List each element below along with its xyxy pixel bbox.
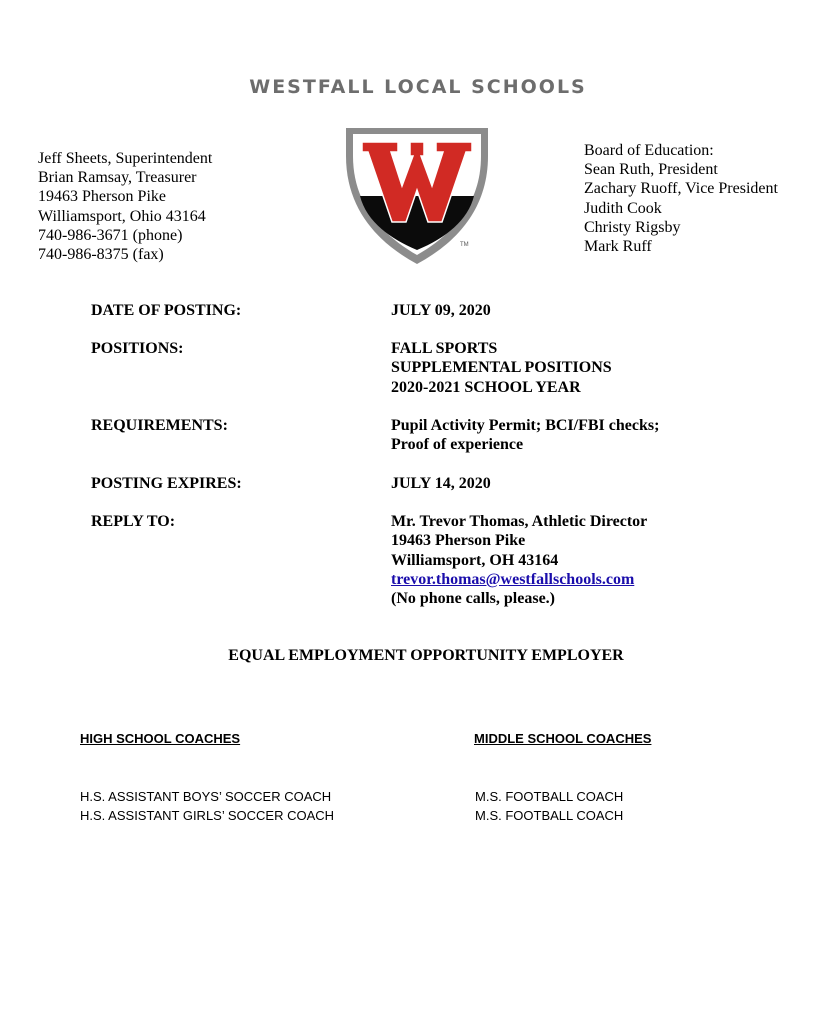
contact-line: Brian Ramsay, Treasurer: [38, 169, 197, 187]
posting-expires-label: POSTING EXPIRES:: [91, 475, 242, 492]
logo-trademark: TM: [460, 242, 469, 248]
requirements-line: Pupil Activity Permit; BCI/FBI checks;: [391, 417, 660, 434]
board-line: Board of Education:: [584, 142, 714, 159]
logo-shield-black: [360, 196, 474, 250]
board-of-education: [584, 141, 778, 256]
reply-to-label: REPLY TO:: [91, 513, 176, 530]
contact-line: Williamsport, Ohio 43164: [38, 207, 206, 225]
district-title: WESTFALL LOCAL SCHOOLS: [249, 76, 587, 98]
positions-line: SUPPLEMENTAL POSITIONS: [391, 359, 612, 377]
list-item: M.S. FOOTBALL COACH: [475, 789, 624, 804]
list-item: M.S. FOOTBALL COACH: [475, 807, 624, 823]
posting-expires-value: JULY 14, 2020: [391, 475, 491, 492]
contact-line: Jeff Sheets, Superintendent: [38, 150, 213, 167]
board-line: Sean Ruth, President: [584, 161, 718, 179]
board-line: Zachary Ruoff, Vice President: [584, 180, 778, 198]
contact-line: 19463 Pherson Pike: [38, 188, 166, 206]
positions-value: [391, 339, 612, 397]
reply-line: Mr. Trevor Thomas, Athletic Director: [391, 513, 648, 530]
requirements-line: Proof of experience: [391, 436, 524, 454]
list-item: H.S. ASSISTANT GIRLS’ SOCCER COACH: [80, 807, 335, 823]
reply-email-link[interactable]: trevor.thomas@westfallschools.com: [391, 570, 635, 588]
positions-line: FALL SPORTS: [391, 340, 498, 357]
board-line: Judith Cook: [584, 199, 662, 217]
board-line: Christy Rigsby: [584, 218, 681, 236]
requirements-label: REQUIREMENTS:: [91, 417, 228, 434]
reply-line: 19463 Pherson Pike: [391, 532, 526, 550]
administration-contact: [38, 149, 212, 264]
posting-date-value: JULY 09, 2020: [391, 302, 491, 319]
requirements-value: [391, 416, 659, 455]
middle-school-heading: MIDDLE SCHOOL COACHES: [474, 731, 652, 746]
reply-note: (No phone calls, please.): [391, 590, 555, 608]
list-item: H.S. ASSISTANT BOYS’ SOCCER COACH: [80, 789, 332, 804]
high-school-coach-list: [80, 788, 334, 825]
eeo-statement: EQUAL EMPLOYMENT OPPORTUNITY EMPLOYER: [228, 647, 624, 664]
middle-school-coach-list: [475, 788, 623, 825]
westfall-shield-logo: [344, 126, 490, 266]
board-line: Mark Ruff: [584, 238, 652, 256]
reply-to-value: [391, 512, 647, 608]
posting-date-label: DATE OF POSTING:: [91, 302, 242, 319]
positions-label: POSITIONS:: [91, 340, 184, 357]
contact-line: 740-986-8375 (fax): [38, 246, 164, 264]
positions-line: 2020-2021 SCHOOL YEAR: [391, 378, 581, 396]
contact-line: 740-986-3671 (phone): [38, 226, 183, 244]
high-school-heading: HIGH SCHOOL COACHES: [80, 731, 241, 746]
reply-line: Williamsport, OH 43164: [391, 551, 559, 569]
